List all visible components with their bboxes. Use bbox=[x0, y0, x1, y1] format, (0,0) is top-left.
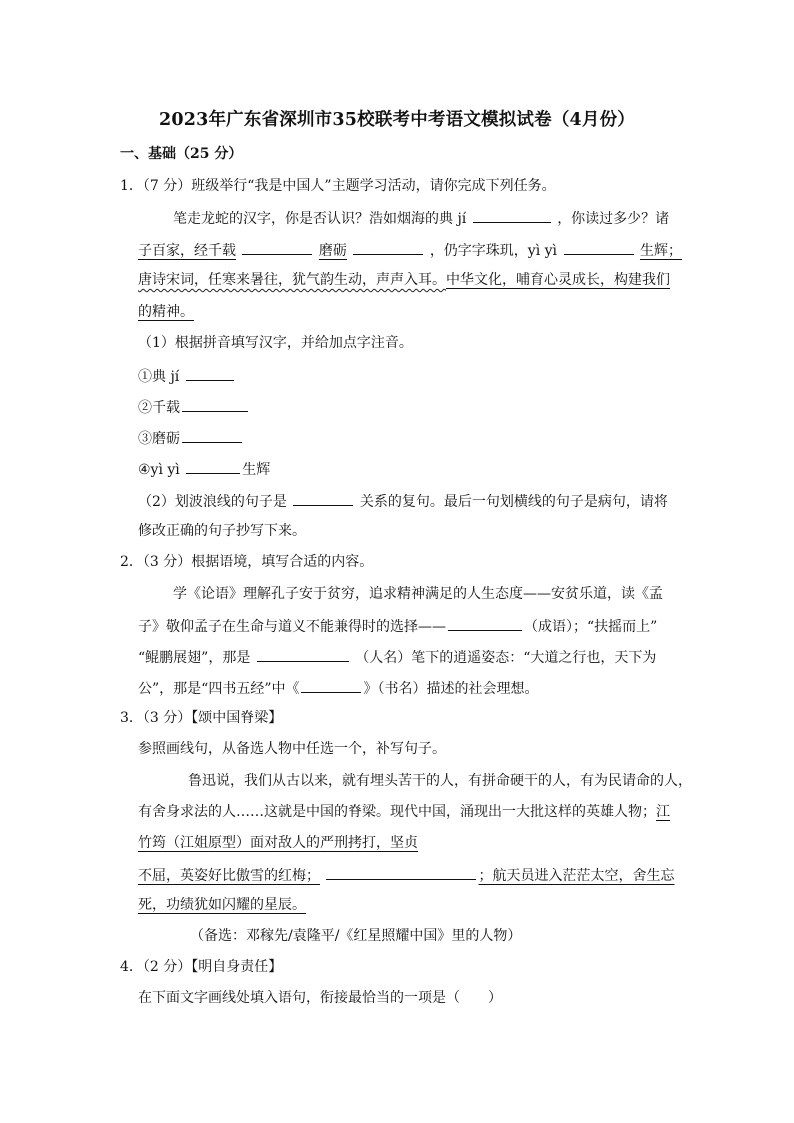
q2-text: 》（书名）描述的社会理想。 bbox=[363, 681, 539, 697]
wavy-underlined-sentence: 唐诗宋词，任寒来暑往，犹气韵生动，声声入耳。 bbox=[138, 272, 446, 288]
q3-line-5 bbox=[138, 864, 674, 886]
answer-blank[interactable] bbox=[301, 677, 361, 693]
q2-line-2 bbox=[138, 615, 657, 637]
item-label: 生辉 bbox=[242, 462, 271, 478]
q1-text: （2）划波浪线的句子是 bbox=[138, 494, 287, 510]
q1-text: 关系的复句。最后一句划横线的句子是病句，请将 bbox=[359, 494, 668, 510]
q2-text: （成语）；“扶摇而上” bbox=[524, 619, 658, 635]
q1-sub-question-2-cont: 修改正确的句子抄写下来。 bbox=[138, 523, 306, 539]
q3-line-4 bbox=[138, 833, 418, 853]
answer-blank[interactable] bbox=[353, 239, 423, 255]
q1-item-3 bbox=[138, 427, 244, 449]
question-2-heading: 2．（3 分）根据语境，填写合适的内容。 bbox=[120, 554, 374, 570]
underlined-sentence: 江 bbox=[656, 804, 670, 820]
q1-passage-line-2 bbox=[138, 239, 682, 261]
underlined-sentence: 竹筠（江姐原型）面对敌人的严刑拷打，坚贞 bbox=[138, 835, 418, 851]
question-3-heading: 3．（3 分）【颂中国脊梁】 bbox=[120, 710, 283, 726]
page-title: 2023年广东省深圳市35校联考中考语文模拟试卷（4月份） bbox=[158, 110, 636, 130]
q1-text: 笔走龙蛇的汉字，你是否认识？浩如烟海的典 jí bbox=[173, 211, 467, 227]
underlined-sentence: 不屈，英姿好比傲雪的红梅； bbox=[138, 868, 320, 884]
q1-text: 生辉； bbox=[639, 243, 682, 259]
q2-text: 子》敬仰孟子在生命与道义不能兼得时的选择—— bbox=[138, 619, 446, 635]
answer-blank[interactable] bbox=[257, 646, 349, 662]
q2-text: “鲲鹏展翅”，那是 bbox=[138, 650, 251, 666]
q1-text: 子百家，经千载 bbox=[138, 243, 236, 259]
q3-line-3 bbox=[138, 802, 670, 822]
underlined-sentence: 中华文化，哺育心灵成长，构建我们 bbox=[446, 272, 670, 288]
answer-blank[interactable] bbox=[564, 239, 634, 255]
underlined-sentence: 死，功绩犹如闪耀的星辰。 bbox=[138, 897, 306, 913]
q3-line-2: 鲁迅说，我们从古以来，就有埋头苦干的人，有拼命硬干的人，有为民请命的人， bbox=[188, 773, 692, 789]
question-1-heading: 1．（7 分）班级举行“我是中国人”主题学习活动，请你完成下列任务。 bbox=[120, 178, 556, 194]
answer-blank[interactable] bbox=[186, 458, 240, 474]
q2-line-3 bbox=[138, 646, 656, 668]
answer-blank[interactable] bbox=[182, 396, 248, 412]
q3-line-1: 参照画线句，从备选人物中任选一个，补写句子。 bbox=[138, 741, 446, 757]
item-label: ②千载 bbox=[138, 400, 180, 416]
answer-blank[interactable] bbox=[293, 490, 353, 506]
q1-text: ，仍字字珠玑，yì yì bbox=[429, 243, 558, 259]
q1-sub-question-2 bbox=[138, 490, 668, 512]
q1-sub-question-1: （1）根据拼音填写汉字，并给加点字注音。 bbox=[138, 335, 413, 351]
q3-text: 有舍身求法的人……这就是中国的脊梁。现代中国，涌现出一大批这样的英雄人物； bbox=[138, 804, 656, 820]
q4-line-1: 在下面文字画线处填入语句，衔接最恰当的一项是（ ） bbox=[138, 990, 502, 1006]
q2-line-1: 学《论语》理解孔子安于贫穷，追求精神满足的人生态度——安贫乐道，读《孟 bbox=[173, 586, 663, 602]
answer-blank[interactable] bbox=[182, 427, 242, 443]
underlined-sentence: 的精神。 bbox=[138, 304, 194, 320]
q2-text: （人名）笔下的逍遥姿态：“大道之行也，天下为 bbox=[355, 650, 657, 666]
q2-line-4 bbox=[138, 677, 538, 699]
q3-options-note: （备选：邓稼先/袁隆平/《红星照耀中国》里的人物） bbox=[190, 928, 522, 944]
q1-passage-line-1 bbox=[173, 207, 669, 229]
answer-blank[interactable] bbox=[473, 207, 551, 223]
answer-blank[interactable] bbox=[326, 864, 476, 880]
q1-item-2 bbox=[138, 396, 250, 418]
answer-blank[interactable] bbox=[186, 365, 234, 381]
underlined-sentence: ；航天员进入茫茫太空，舍生忘 bbox=[478, 868, 675, 884]
q1-text: 磨砺 bbox=[318, 243, 347, 259]
item-label: ①典 jí bbox=[138, 369, 180, 385]
q1-text: ，你读过多少？诸 bbox=[557, 211, 670, 227]
answer-blank[interactable] bbox=[448, 615, 522, 631]
question-4-heading: 4．（2 分）【明自身责任】 bbox=[120, 959, 283, 975]
q1-passage-line-3 bbox=[138, 270, 670, 290]
item-label: ③磨砺 bbox=[138, 431, 180, 447]
answer-blank[interactable] bbox=[242, 239, 312, 255]
q1-item-4 bbox=[138, 458, 270, 480]
item-label: ④yì yì bbox=[138, 462, 180, 478]
section-heading: 一、基础（25 分） bbox=[120, 146, 243, 162]
q2-text: 公”，那是“四书五经”中《 bbox=[138, 681, 300, 697]
q1-passage-line-4 bbox=[138, 302, 194, 322]
q3-line-6 bbox=[138, 895, 306, 915]
q1-item-1 bbox=[138, 365, 236, 387]
